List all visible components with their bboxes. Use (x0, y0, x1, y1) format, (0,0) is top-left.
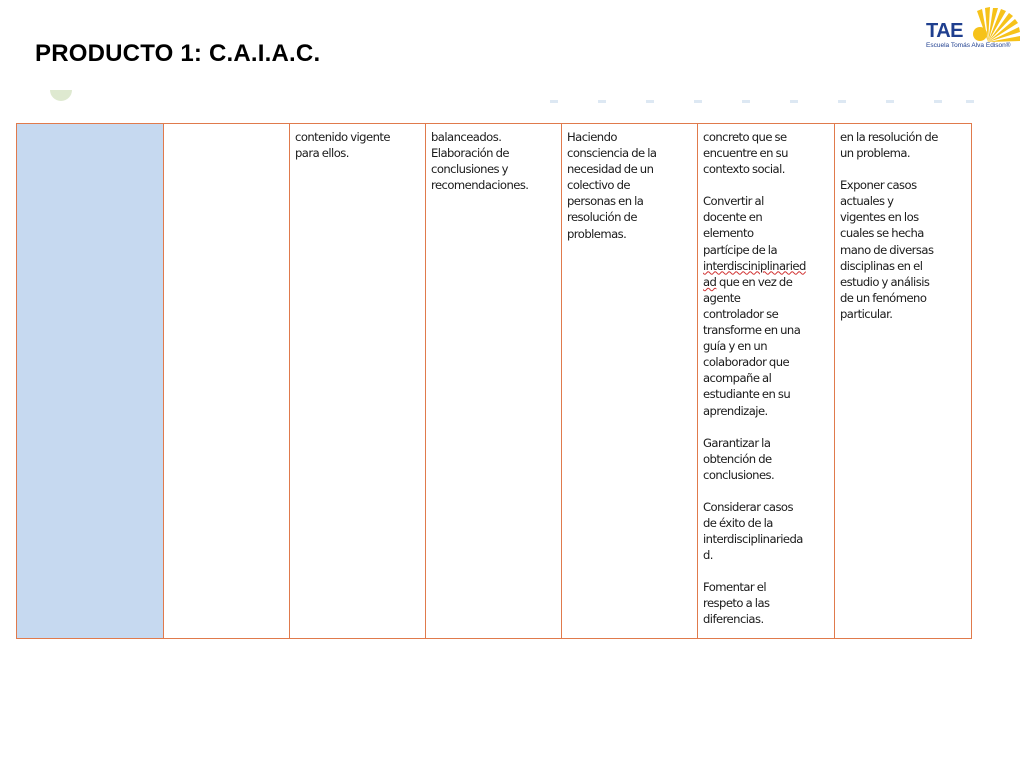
decorative-dots (48, 86, 978, 110)
table-cell-shaded (17, 124, 164, 639)
spellcheck-word: interdisciniplinaried (703, 258, 806, 273)
cell-text: concreto que se encuentre en su contexto social. (703, 130, 788, 177)
cell-text: balanceados. Elaboración de conclusiones y recomendaciones. (431, 130, 529, 193)
table-cell (698, 124, 835, 639)
table-cell (835, 124, 972, 639)
table-cell (290, 124, 426, 639)
table-cell (426, 124, 562, 639)
caiac-table (16, 123, 972, 639)
cell-text: Convertir al docente en elemento partícipe de la (703, 194, 778, 257)
cell-text: Considerar casos de éxito de la interdisciplinarieda d. (703, 499, 803, 563)
table-cell (562, 124, 698, 639)
cell-text: Garantizar la obtención de conclusiones. (703, 435, 775, 482)
tae-logo (922, 2, 1020, 54)
cell-text: Fomentar el respeto a las diferencias. (703, 580, 770, 627)
table-row (17, 124, 972, 639)
slide-title: PRODUCTO 1: C.A.I.A.C. (35, 40, 321, 67)
cell-text-block (703, 193, 829, 418)
table-cell-empty (164, 124, 290, 639)
cell-text: en la resolución de un problema. (840, 130, 938, 161)
cell-text: contenido vigente para ellos. (295, 130, 390, 161)
spellcheck-word: ad (703, 274, 717, 289)
cell-text: Exponer casos actuales y vigentes en los cuales se hecha mano de diversas disciplinas en el estudio y análisis de un fenómeno particular. (840, 178, 934, 321)
cell-text: Haciendo consciencia de la necesidad de un colectivo de personas en la resolución de problemas. (567, 130, 657, 241)
cell-text: que en vez de agente controlador se transforme en una guía y en un colaborador que acompañe al estudiante en su aprendizaje. (703, 274, 801, 418)
logo-name: TAE (926, 20, 964, 42)
logo-subtitle: Escuela Tomás Alva Edison® (926, 42, 1011, 49)
